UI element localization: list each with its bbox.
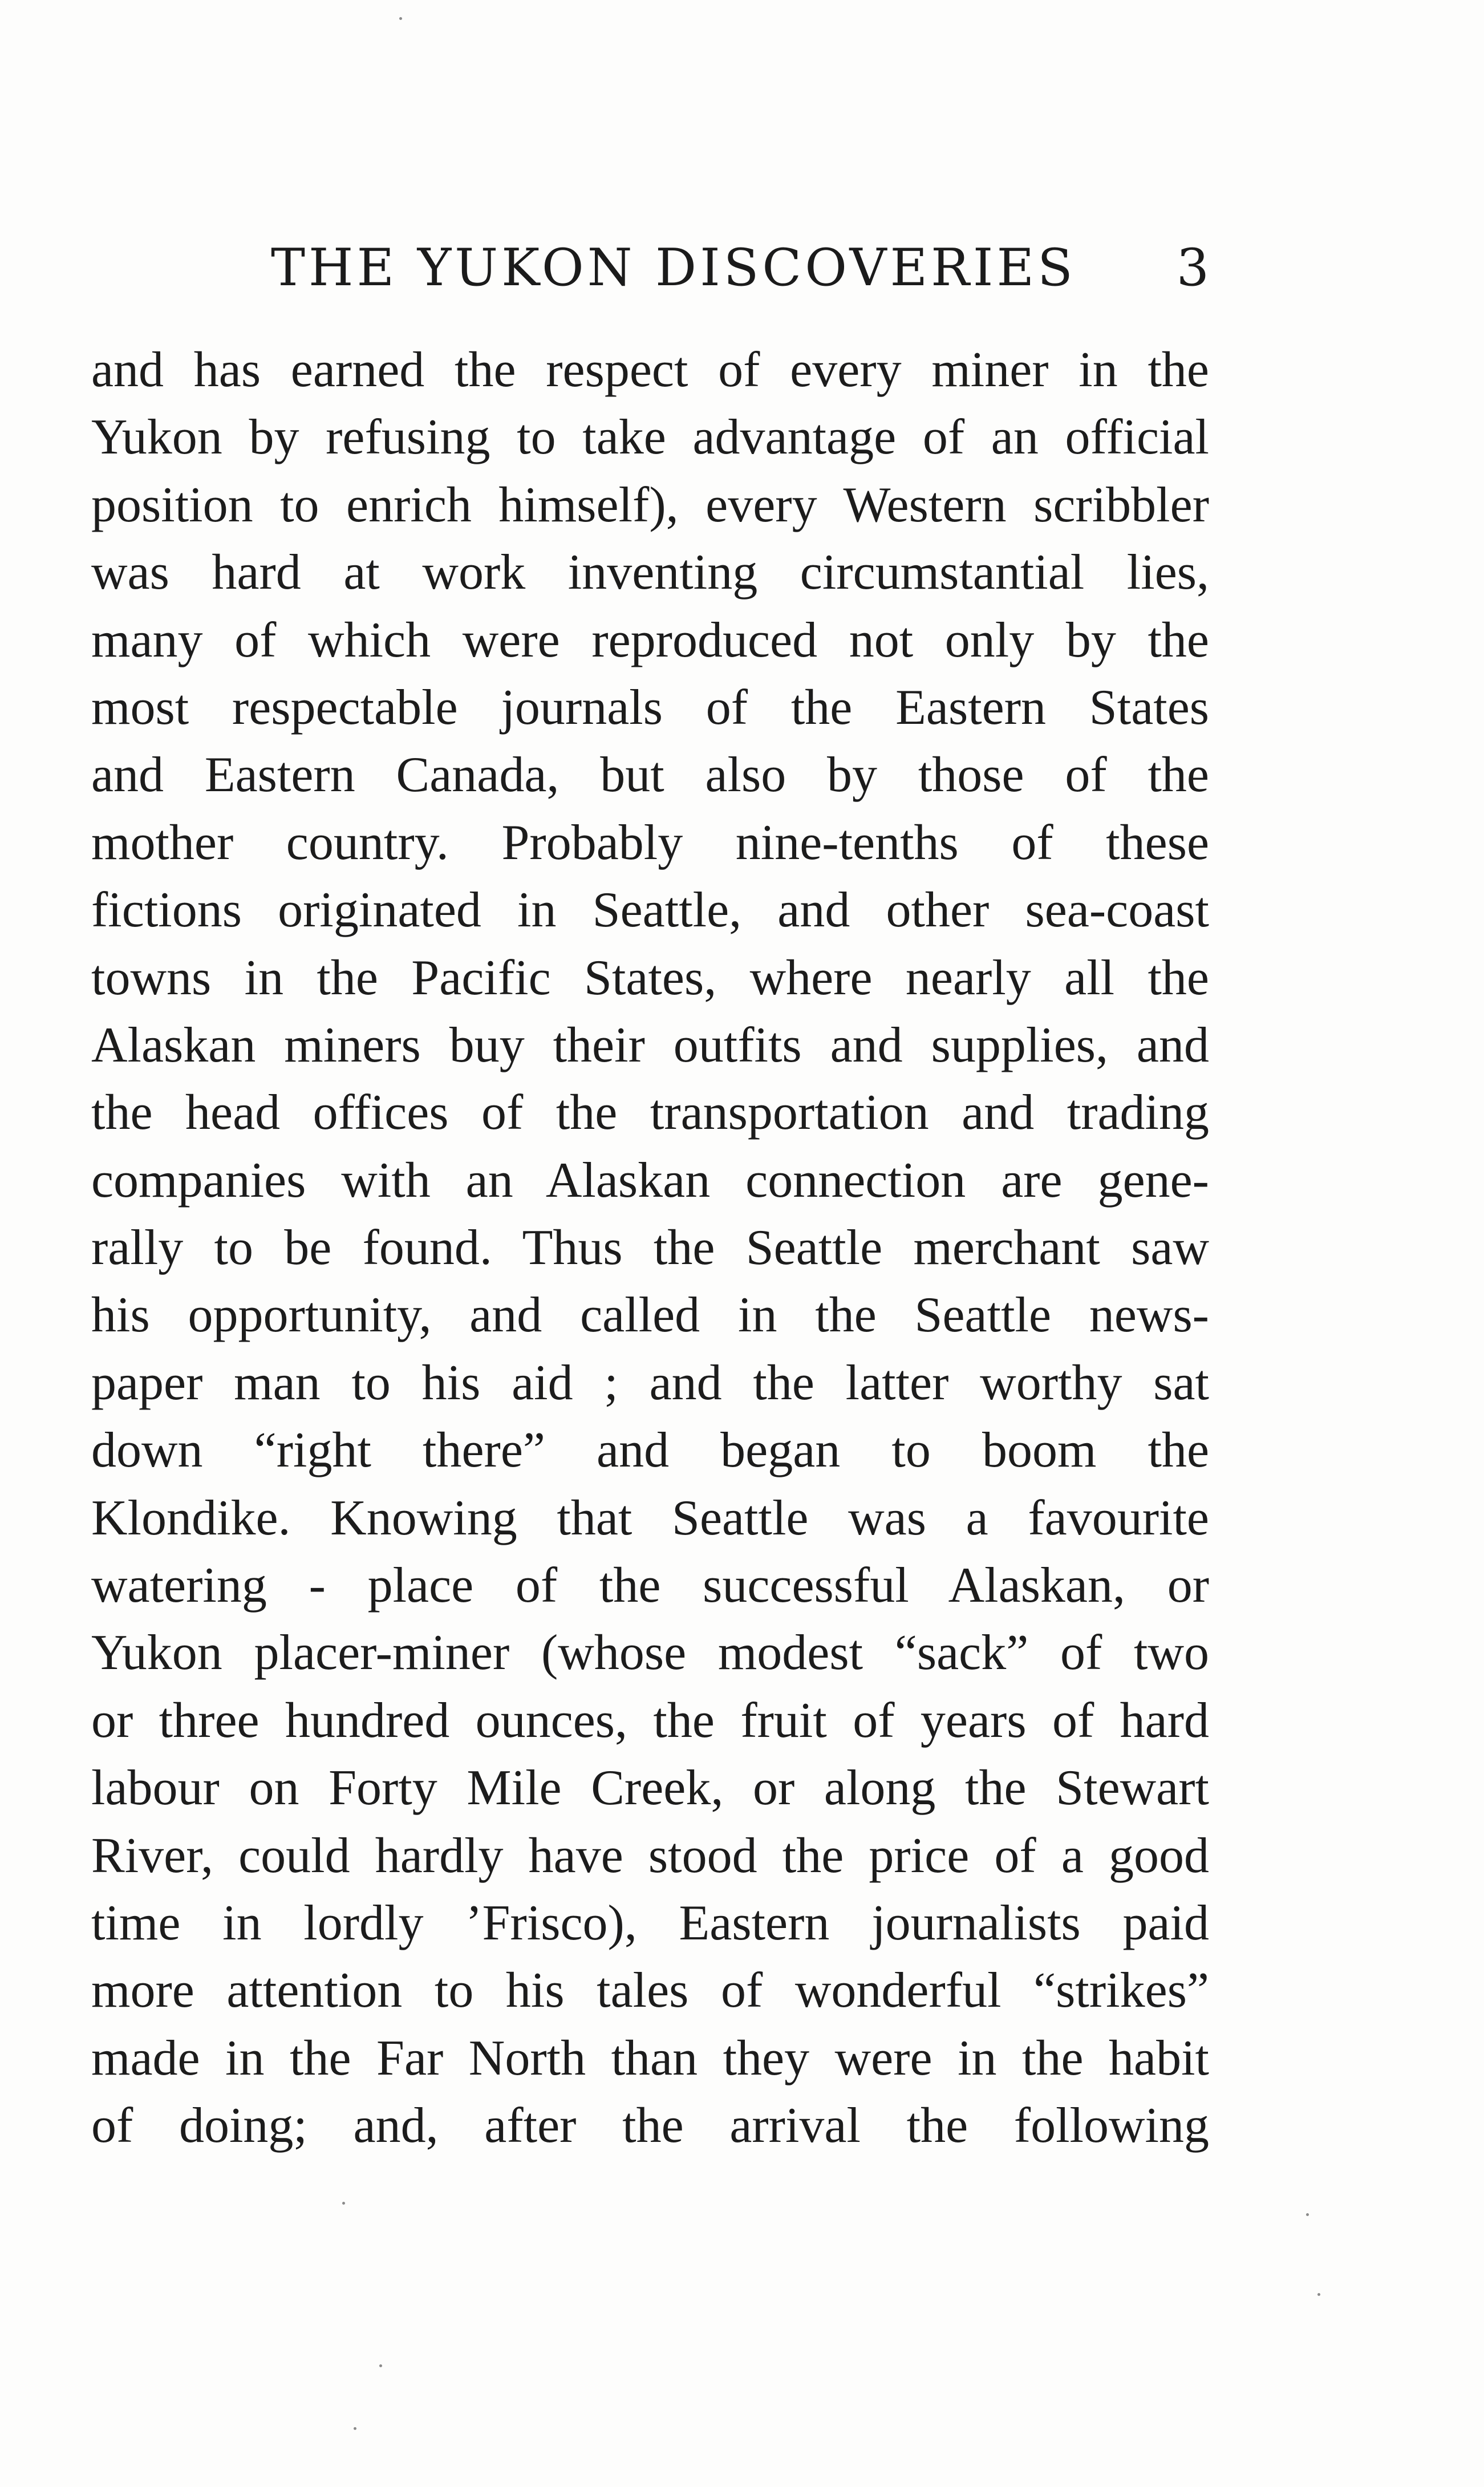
text-line: and has earned the respect of every miner in the xyxy=(91,342,1209,398)
text-line: Alaskan miners buy their outfits and supplies, and xyxy=(91,1017,1209,1073)
text-line: more attention to his tales of wonderful “strikes” xyxy=(91,1963,1209,2019)
text-line: mother country. Probably nine-tenths of these xyxy=(91,815,1209,870)
text-line: Yukon by refusing to take advantage of an official xyxy=(91,410,1209,465)
running-head xyxy=(91,234,1209,302)
text-line: most respectable journals of the Eastern States xyxy=(91,679,1209,735)
text-line: towns in the Pacific States, where nearly all the xyxy=(91,950,1209,1006)
text-line: or three hundred ounces, the fruit of years of hard xyxy=(91,1692,1209,1748)
text-line: down “right there” and began to boom the xyxy=(91,1423,1209,1479)
text-line: paper man to his aid ; and the latter worthy sat xyxy=(91,1355,1209,1411)
text-line: position to enrich himself), every Western scribbler xyxy=(91,477,1209,533)
text-line: time in lordly ’Frisco), Eastern journalists paid xyxy=(91,1895,1209,1951)
text-line: Yukon placer-miner (whose modest “sack” of two xyxy=(91,1625,1209,1681)
text-line: many of which were reproduced not only by the xyxy=(91,612,1209,668)
page-number: 3 xyxy=(1176,238,1209,298)
text-line: rally to be found. Thus the Seattle merchant saw xyxy=(91,1220,1209,1276)
running-title: THE YUKON DISCOVERIES xyxy=(271,238,1076,298)
text-line: watering - place of the successful Alaskan, or xyxy=(91,1558,1209,1614)
text-line: of doing; and, after the arrival the following xyxy=(91,2098,1209,2154)
text-line: fictions originated in Seattle, and other sea-coast xyxy=(91,882,1209,938)
text-line: his opportunity, and called in the Seattle news- xyxy=(91,1287,1209,1343)
text-line: Klondike. Knowing that Seattle was a favourite xyxy=(91,1490,1209,1546)
text-line: labour on Forty Mile Creek, or along the Stewart xyxy=(91,1760,1209,1816)
text-line: made in the Far North than they were in the habit xyxy=(91,2030,1209,2086)
text-line: River, could hardly have stood the price of a good xyxy=(91,1828,1209,1884)
scan-speck xyxy=(399,17,402,20)
scan-speck xyxy=(379,2364,382,2367)
text-line: the head offices of the transportation and trading xyxy=(91,1085,1209,1141)
text-line: companies with an Alaskan connection are gene- xyxy=(91,1152,1209,1208)
scan-speck xyxy=(1317,2293,1320,2296)
body-text xyxy=(91,337,1209,2160)
scan-speck xyxy=(1306,2213,1309,2216)
scan-speck xyxy=(342,2202,345,2205)
scan-speck xyxy=(354,2427,356,2430)
text-line: was hard at work inventing circumstantial lies, xyxy=(91,545,1209,601)
text-line: and Eastern Canada, but also by those of the xyxy=(91,747,1209,803)
